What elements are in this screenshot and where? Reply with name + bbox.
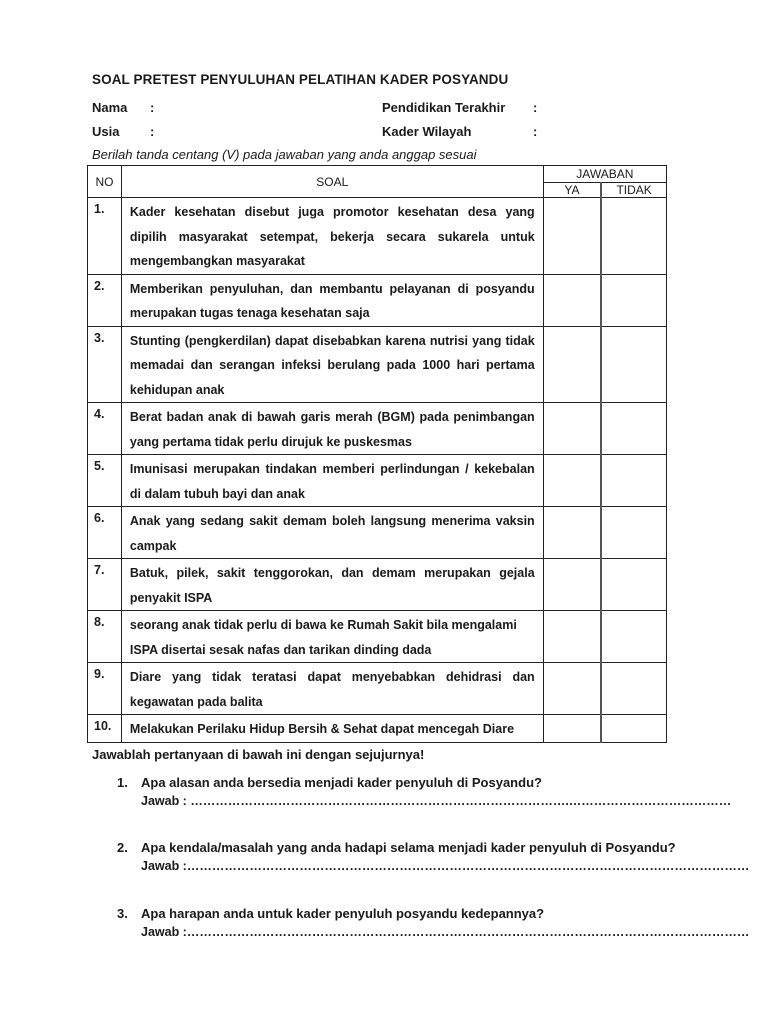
document-title: SOAL PRETEST PENYULUHAN PELATIHAN KADER POSYANDU <box>92 72 509 87</box>
pendidikan-colon: : <box>533 100 538 115</box>
answer-tidak-cell[interactable] <box>601 326 666 403</box>
essay-question-2 <box>117 840 676 855</box>
essay-instruction: Jawablah pertanyaan di bawah ini dengan sejujurnya! <box>92 747 425 762</box>
table-row <box>88 559 667 611</box>
question-text: Apa kendala/masalah yang anda hadapi selama menjadi kader penyuluh di Posyandu? <box>141 840 676 855</box>
header-jawaban: JAWABAN <box>543 166 666 183</box>
usia-colon: : <box>150 124 155 139</box>
answer-ya-cell[interactable] <box>543 611 601 663</box>
header-no: NO <box>88 166 122 198</box>
essay-question-3 <box>117 906 544 921</box>
row-number: 8. <box>88 611 122 663</box>
question-number: 2. <box>117 840 128 855</box>
answer-tidak-cell[interactable] <box>601 663 666 715</box>
header-ya: YA <box>543 183 601 198</box>
row-number: 3. <box>88 326 122 403</box>
answer-tidak-cell[interactable] <box>601 507 666 559</box>
answer-line-1[interactable]: Jawab : ……………………………………………………………………………….………………………………… <box>141 794 732 808</box>
question-text: Memberikan penyuluhan, dan membantu pelayanan di posyandu merupakan tugas tenaga kesehatan saja <box>121 274 543 326</box>
row-number: 2. <box>88 274 122 326</box>
row-number: 5. <box>88 455 122 507</box>
table-row <box>88 274 667 326</box>
instruction-text: Berilah tanda centang (V) pada jawaban yang anda anggap sesuai <box>92 147 477 162</box>
pendidikan-label: Pendidikan Terakhir <box>382 100 506 115</box>
question-text: Apa harapan anda untuk kader penyuluh posyandu kedepannya? <box>141 906 545 921</box>
answer-tidak-cell[interactable] <box>601 274 666 326</box>
question-text: Anak yang sedang sakit demam boleh langsung menerima vaksin campak <box>121 507 543 559</box>
answer-line-3[interactable]: Jawab :……………………………………………………………………………………………………………………… <box>141 925 750 939</box>
question-number: 1. <box>117 775 128 790</box>
quiz-table <box>87 165 667 743</box>
table-row <box>88 403 667 455</box>
answer-ya-cell[interactable] <box>543 455 601 507</box>
answer-tidak-cell[interactable] <box>601 715 666 743</box>
kader-wilayah-label: Kader Wilayah <box>382 124 472 139</box>
question-text: Melakukan Perilaku Hidup Bersih & Sehat dapat mencegah Diare <box>121 715 543 743</box>
answer-tidak-cell[interactable] <box>601 611 666 663</box>
answer-tidak-cell[interactable] <box>601 403 666 455</box>
row-number: 9. <box>88 663 122 715</box>
header-tidak: TIDAK <box>601 183 666 198</box>
answer-line-2[interactable]: Jawab :……………………………………………………………………………………………………………………… <box>141 859 750 873</box>
answer-ya-cell[interactable] <box>543 274 601 326</box>
answer-tidak-cell[interactable] <box>601 559 666 611</box>
question-text: Berat badan anak di bawah garis merah (BGM) pada penimbangan yang pertama tidak perlu dirujuk ke puskesmas <box>121 403 543 455</box>
table-row <box>88 715 667 743</box>
table-row <box>88 198 667 275</box>
answer-ya-cell[interactable] <box>543 663 601 715</box>
table-row <box>88 611 667 663</box>
essay-question-1 <box>117 775 542 790</box>
answer-ya-cell[interactable] <box>543 403 601 455</box>
table-row <box>88 663 667 715</box>
answer-ya-cell[interactable] <box>543 715 601 743</box>
table-row <box>88 455 667 507</box>
question-text: Imunisasi merupakan tindakan memberi perlindungan / kekebalan di dalam tubuh bayi dan anak <box>121 455 543 507</box>
table-row <box>88 507 667 559</box>
row-number: 4. <box>88 403 122 455</box>
row-number: 10. <box>88 715 122 743</box>
kader-wilayah-colon: : <box>533 124 538 139</box>
header-soal: SOAL <box>121 166 543 198</box>
row-number: 6. <box>88 507 122 559</box>
row-number: 7. <box>88 559 122 611</box>
table-row <box>88 326 667 403</box>
answer-ya-cell[interactable] <box>543 198 601 275</box>
answer-ya-cell[interactable] <box>543 326 601 403</box>
answer-tidak-cell[interactable] <box>601 455 666 507</box>
question-text: seorang anak tidak perlu di bawa ke Rumah Sakit bila mengalami ISPA disertai sesak nafas dan tarikan dinding dada <box>121 611 543 663</box>
answer-ya-cell[interactable] <box>543 559 601 611</box>
question-text: Batuk, pilek, sakit tenggorokan, dan demam merupakan gejala penyakit ISPA <box>121 559 543 611</box>
question-text: Apa alasan anda bersedia menjadi kader penyuluh di Posyandu? <box>141 775 542 790</box>
question-text: Diare yang tidak teratasi dapat menyebabkan dehidrasi dan kegawatan pada balita <box>121 663 543 715</box>
question-text: Stunting (pengkerdilan) dapat disebabkan karena nutrisi yang tidak memadai dan serangan infeksi berulang pada 1000 hari pertama kehidupan anak <box>121 326 543 403</box>
question-number: 3. <box>117 906 128 921</box>
question-text: Kader kesehatan disebut juga promotor kesehatan desa yang dipilih masyarakat setempat, bekerja secara sukarela untuk mengembangkan masyarakat <box>121 198 543 275</box>
usia-label: Usia <box>92 124 120 139</box>
row-number: 1. <box>88 198 122 275</box>
nama-label: Nama <box>92 100 128 115</box>
answer-ya-cell[interactable] <box>543 507 601 559</box>
answer-tidak-cell[interactable] <box>601 198 666 275</box>
nama-colon: : <box>150 100 155 115</box>
